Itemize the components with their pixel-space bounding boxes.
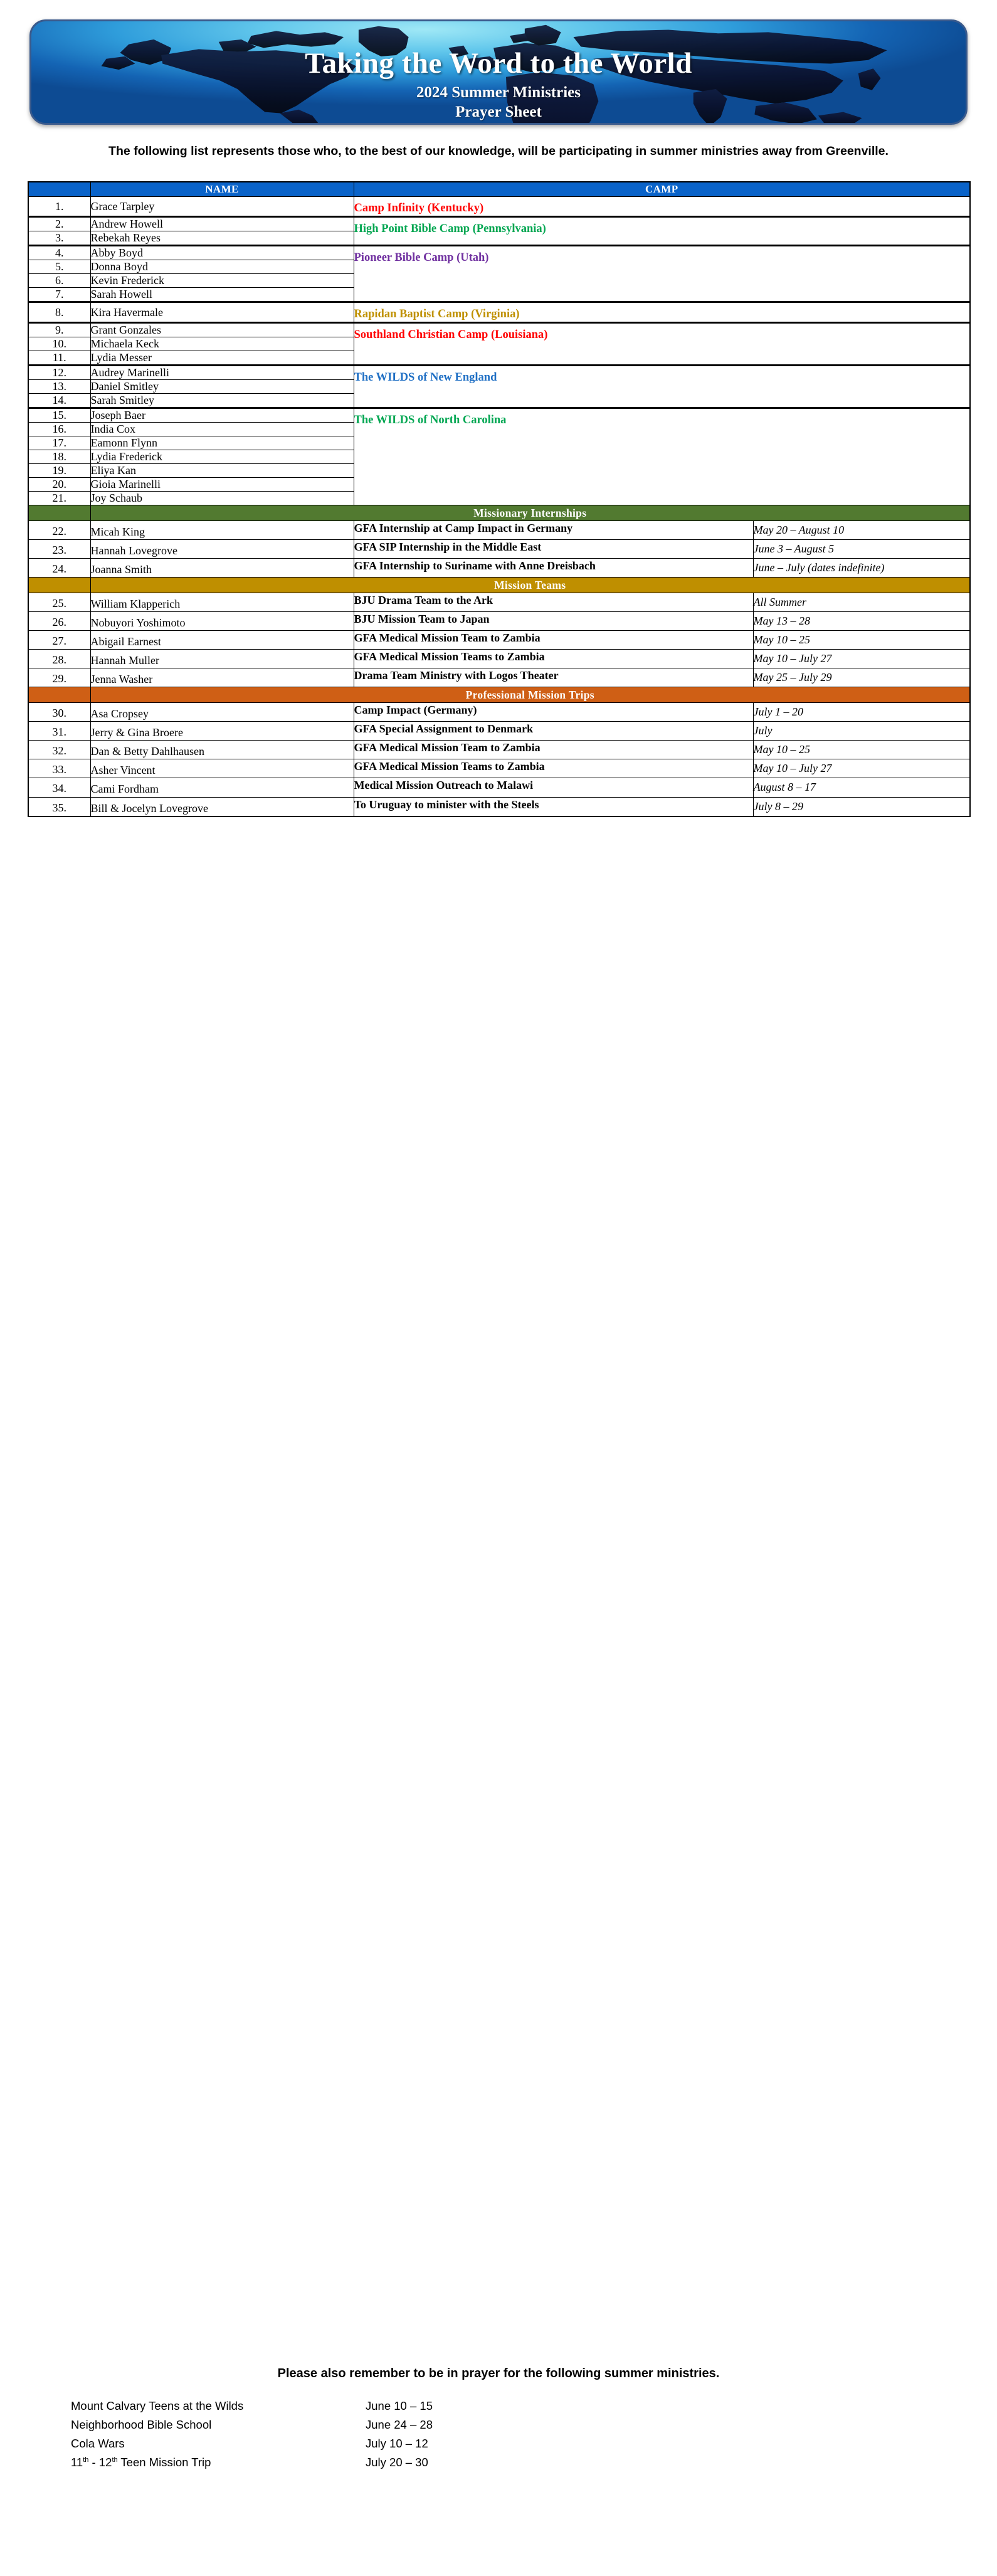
section-header-label: Professional Mission Trips — [90, 687, 970, 703]
ministry-dates: May 13 – 28 — [753, 612, 970, 631]
row-number: 30. — [28, 703, 90, 722]
ministry-description: GFA Medical Mission Team to Zambia — [354, 631, 753, 650]
ministry-dates: May 20 – August 10 — [753, 521, 970, 540]
column-header-camp: CAMP — [354, 182, 970, 197]
row-number: 24. — [28, 559, 90, 578]
ministry-description: BJU Mission Team to Japan — [354, 612, 753, 631]
banner-background — [29, 19, 968, 125]
participant-name: Cami Fordham — [90, 778, 354, 797]
table-row — [28, 650, 970, 668]
section-header-row — [28, 505, 970, 521]
participant-name: William Klapperich — [90, 593, 354, 612]
row-number: 5. — [28, 260, 90, 274]
row-number: 17. — [28, 436, 90, 450]
participant-name: Abigail Earnest — [90, 631, 354, 650]
ministry-dates: May 10 – 25 — [753, 741, 970, 759]
participant-name: Joy Schaub — [90, 492, 354, 505]
participant-name: Sarah Smitley — [90, 394, 354, 408]
banner-title: Taking the Word to the World — [305, 47, 692, 80]
participant-name: Lydia Messer — [90, 351, 354, 366]
participant-name: Kevin Frederick — [90, 274, 354, 288]
participant-name: Jerry & Gina Broere — [90, 722, 354, 741]
footer-list-item — [71, 2397, 905, 2415]
participant-name: Abby Boyd — [90, 246, 354, 260]
row-number: 23. — [28, 540, 90, 559]
footer-ministry-dates: June 24 – 28 — [366, 2417, 433, 2431]
row-number: 12. — [28, 366, 90, 380]
table-row — [28, 668, 970, 687]
participant-name: Kira Havermale — [90, 302, 354, 323]
table-row — [28, 217, 970, 231]
camp-name: The WILDS of New England — [354, 366, 970, 408]
row-number: 6. — [28, 274, 90, 288]
participant-name: Michaela Keck — [90, 337, 354, 351]
table-row — [28, 703, 970, 722]
ministry-dates: May 10 – July 27 — [753, 650, 970, 668]
column-header-number — [28, 182, 90, 197]
ministry-dates: July 8 – 29 — [753, 797, 970, 816]
banner-subtitle-line2: Prayer Sheet — [455, 103, 542, 120]
row-number: 33. — [28, 759, 90, 778]
participant-name: Nobuyori Yoshimoto — [90, 612, 354, 631]
table-row — [28, 631, 970, 650]
participant-name: Joseph Baer — [90, 408, 354, 423]
table-row — [28, 366, 970, 380]
participant-name: Eliya Kan — [90, 464, 354, 478]
table-row — [28, 759, 970, 778]
table-row — [28, 778, 970, 797]
footer-ministry-name: Neighborhood Bible School — [71, 2417, 212, 2431]
table-row — [28, 559, 970, 578]
row-number: 1. — [28, 197, 90, 217]
ministry-dates: July 1 – 20 — [753, 703, 970, 722]
ministry-dates: August 8 – 17 — [753, 778, 970, 797]
footer-ministry-dates: June 10 – 15 — [366, 2399, 433, 2412]
participant-name: Sarah Howell — [90, 288, 354, 302]
row-number: 22. — [28, 521, 90, 540]
ministry-dates: All Summer — [753, 593, 970, 612]
row-number: 34. — [28, 778, 90, 797]
ministry-dates: May 25 – July 29 — [753, 668, 970, 687]
row-number: 31. — [28, 722, 90, 741]
participant-name: Hannah Lovegrove — [90, 540, 354, 559]
footer-ministry-name: Cola Wars — [71, 2436, 125, 2450]
table-row — [28, 197, 970, 217]
section-header-spacer — [28, 687, 90, 703]
table-row — [28, 612, 970, 631]
row-number: 4. — [28, 246, 90, 260]
ministry-description: Drama Team Ministry with Logos Theater — [354, 668, 753, 687]
section-header-row — [28, 687, 970, 703]
camp-name: Rapidan Baptist Camp (Virginia) — [354, 302, 970, 323]
row-number: 20. — [28, 478, 90, 492]
ministry-dates: May 10 – 25 — [753, 631, 970, 650]
participant-name: Grant Gonzales — [90, 323, 354, 337]
camp-name: Pioneer Bible Camp (Utah) — [354, 246, 970, 302]
footer-ministry-name: 11th - 12th Teen Mission Trip — [71, 2455, 211, 2469]
participant-name: India Cox — [90, 423, 354, 436]
row-number: 32. — [28, 741, 90, 759]
header-banner — [29, 19, 968, 125]
table-head — [28, 182, 970, 197]
participant-name: Joanna Smith — [90, 559, 354, 578]
table-body — [28, 197, 970, 816]
table-row — [28, 540, 970, 559]
section-header-label: Missionary Internships — [90, 505, 970, 521]
row-number: 29. — [28, 668, 90, 687]
ministry-description: GFA Medical Mission Teams to Zambia — [354, 650, 753, 668]
footer-list-item — [71, 2453, 905, 2472]
ministry-description: GFA Special Assignment to Denmark — [354, 722, 753, 741]
table-row — [28, 408, 970, 423]
row-number: 11. — [28, 351, 90, 366]
row-number: 9. — [28, 323, 90, 337]
participant-name: Rebekah Reyes — [90, 231, 354, 246]
footer-ministry-dates: July 10 – 12 — [366, 2436, 428, 2450]
row-number: 25. — [28, 593, 90, 612]
participant-name: Asa Cropsey — [90, 703, 354, 722]
participant-name: Grace Tarpley — [90, 197, 354, 217]
participant-name: Eamonn Flynn — [90, 436, 354, 450]
row-number: 16. — [28, 423, 90, 436]
table-row — [28, 246, 970, 260]
column-header-name: NAME — [90, 182, 354, 197]
ministry-dates: June – July (dates indefinite) — [753, 559, 970, 578]
participant-name: Asher Vincent — [90, 759, 354, 778]
participant-name: Audrey Marinelli — [90, 366, 354, 380]
participant-name: Gioia Marinelli — [90, 478, 354, 492]
participant-name: Daniel Smitley — [90, 380, 354, 394]
table-row — [28, 593, 970, 612]
row-number: 35. — [28, 797, 90, 816]
row-number: 21. — [28, 492, 90, 505]
footer-list-item — [71, 2434, 905, 2453]
table-row — [28, 521, 970, 540]
row-number: 15. — [28, 408, 90, 423]
row-number: 7. — [28, 288, 90, 302]
ministries-table — [28, 181, 971, 817]
footer-ministries-list — [71, 2397, 905, 2472]
footer-note: Please also remember to be in prayer for the following summer ministries. — [277, 2367, 720, 2380]
row-number: 18. — [28, 450, 90, 464]
ministry-description: GFA Medical Mission Teams to Zambia — [354, 759, 753, 778]
participant-name: Jenna Washer — [90, 668, 354, 687]
participant-name: Micah King — [90, 521, 354, 540]
row-number: 14. — [28, 394, 90, 408]
row-number: 13. — [28, 380, 90, 394]
table-header-row — [28, 182, 970, 197]
participant-name: Dan & Betty Dahlhausen — [90, 741, 354, 759]
row-number: 19. — [28, 464, 90, 478]
table-row — [28, 323, 970, 337]
table-row — [28, 741, 970, 759]
ministry-dates: July — [753, 722, 970, 741]
footer-ministry-dates: July 20 – 30 — [366, 2455, 428, 2469]
row-number: 3. — [28, 231, 90, 246]
section-header-row — [28, 578, 970, 593]
table-row — [28, 722, 970, 741]
footer-ministry-name: Mount Calvary Teens at the Wilds — [71, 2399, 244, 2412]
table-row — [28, 302, 970, 323]
participant-name: Hannah Muller — [90, 650, 354, 668]
participant-name: Lydia Frederick — [90, 450, 354, 464]
section-header-label: Mission Teams — [90, 578, 970, 593]
ministry-description: GFA Internship to Suriname with Anne Dreisbach — [354, 559, 753, 578]
participant-name: Bill & Jocelyn Lovegrove — [90, 797, 354, 816]
ministry-dates: May 10 – July 27 — [753, 759, 970, 778]
intro-paragraph: The following list represents those who, to the best of our knowledge, will be participating in summer ministries away from Greenville. — [108, 144, 889, 158]
ministry-description: BJU Drama Team to the Ark — [354, 593, 753, 612]
ministry-description: GFA Internship at Camp Impact in Germany — [354, 521, 753, 540]
row-number: 10. — [28, 337, 90, 351]
row-number: 26. — [28, 612, 90, 631]
participant-name: Donna Boyd — [90, 260, 354, 274]
camp-name: The WILDS of North Carolina — [354, 408, 970, 505]
row-number: 28. — [28, 650, 90, 668]
section-header-spacer — [28, 578, 90, 593]
camp-name: High Point Bible Camp (Pennsylvania) — [354, 217, 970, 246]
ministry-description: Camp Impact (Germany) — [354, 703, 753, 722]
table-row — [28, 797, 970, 816]
banner-subtitle-line1: 2024 Summer Ministries — [416, 84, 581, 101]
row-number: 2. — [28, 217, 90, 231]
section-header-spacer — [28, 505, 90, 521]
ministry-description: Medical Mission Outreach to Malawi — [354, 778, 753, 797]
ministry-description: GFA Medical Mission Team to Zambia — [354, 741, 753, 759]
ministry-description: To Uruguay to minister with the Steels — [354, 797, 753, 816]
row-number: 8. — [28, 302, 90, 323]
footer-list-item — [71, 2415, 905, 2434]
ministry-description: GFA SIP Internship in the Middle East — [354, 540, 753, 559]
row-number: 27. — [28, 631, 90, 650]
camp-name: Southland Christian Camp (Louisiana) — [354, 323, 970, 366]
camp-name: Camp Infinity (Kentucky) — [354, 197, 970, 217]
banner-subtitle — [31, 83, 966, 122]
ministry-dates: June 3 – August 5 — [753, 540, 970, 559]
participant-name: Andrew Howell — [90, 217, 354, 231]
